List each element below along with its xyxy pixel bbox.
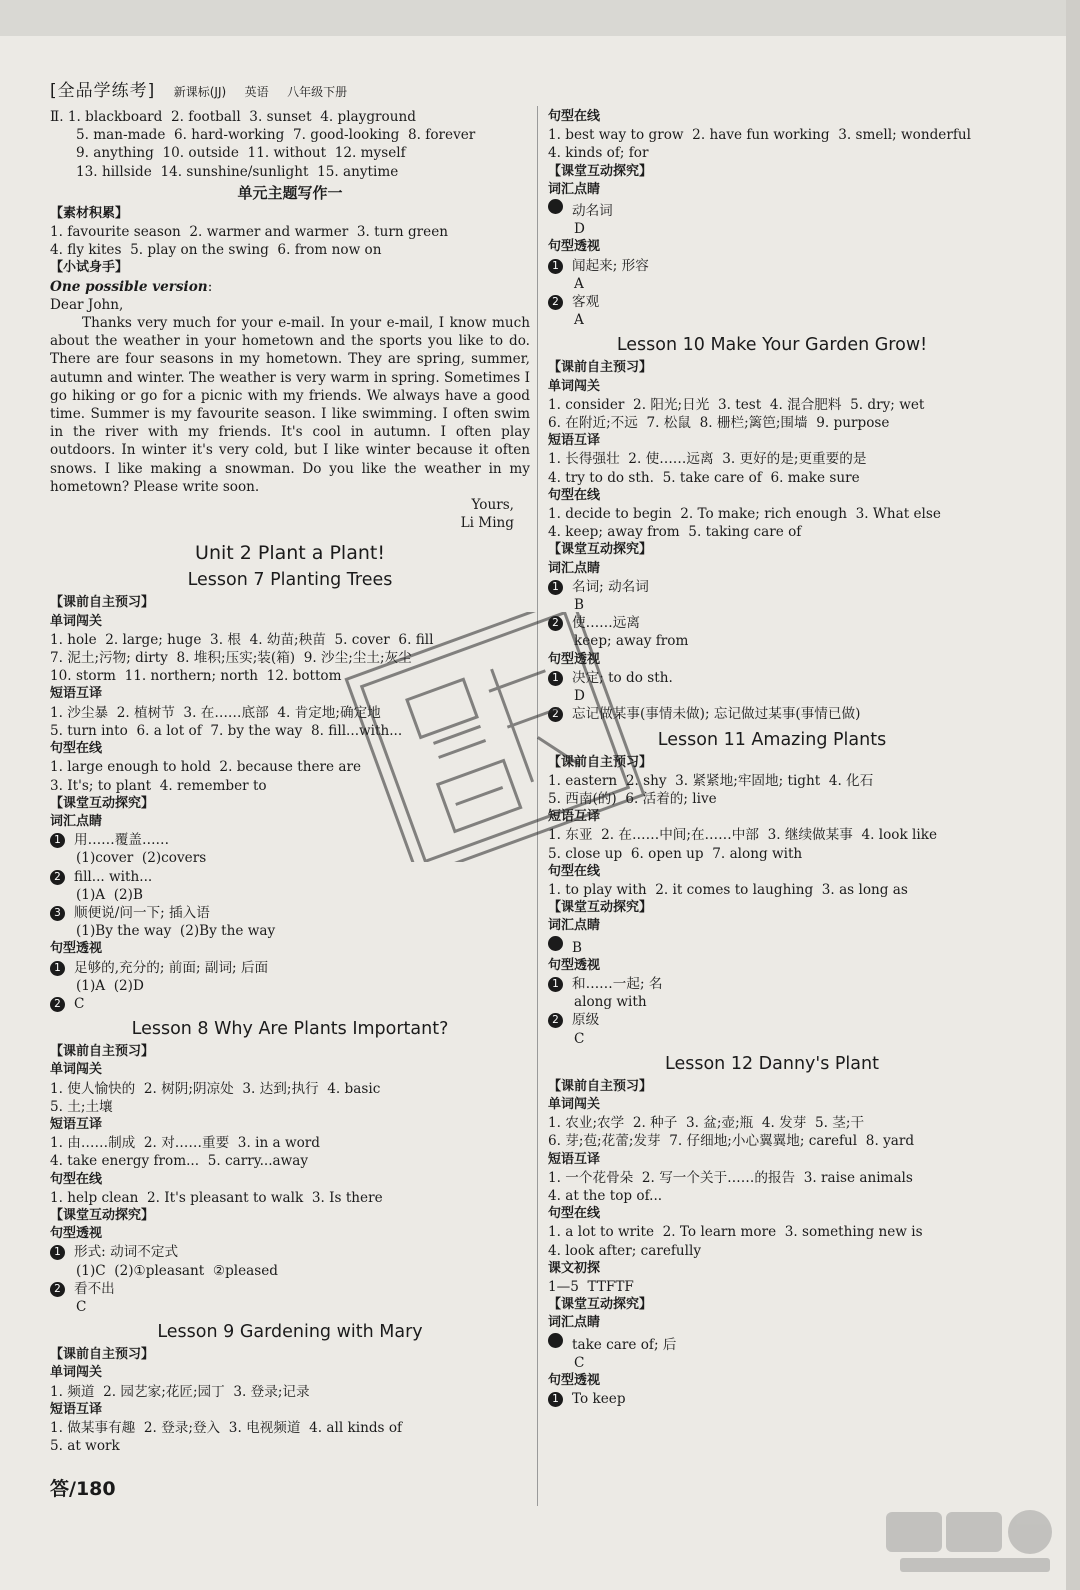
answer-line: 1. best way to grow 2. have fun working 3. smell; wonderful <box>548 127 971 144</box>
subhead: 单词闯关 <box>548 1096 601 1112</box>
subhead: 短语互译 <box>548 1151 601 1167</box>
numbered-item: 2 看不出 <box>50 1280 530 1298</box>
circled-number-2-icon: 2 <box>50 870 65 885</box>
answer-line: 1. 沙尘暴 2. 植树节 3. 在……底部 4. 肯定地;确定地 <box>50 704 381 721</box>
numbered-item: 1 To keep <box>548 1390 996 1408</box>
tag: 【课前自主预习】 <box>50 1044 155 1060</box>
circled-number-2-icon: 2 <box>548 295 563 310</box>
circled-number-2-icon: 2 <box>50 1282 65 1297</box>
tag: 【课堂互动探究】 <box>548 163 653 179</box>
answer-line: A <box>574 275 584 292</box>
left-column <box>50 108 530 1455</box>
subhead: 句型透视 <box>50 941 103 957</box>
numbered-item: 2 fill... with... <box>50 868 530 886</box>
answer-line: 4. kinds of; for <box>548 145 649 162</box>
lesson-title: Lesson 8 Why Are Plants Important? <box>131 1019 449 1040</box>
answer-line: 1. 一个花骨朵 2. 写一个关于……的报告 3. raise animals <box>548 1169 913 1186</box>
subhead: 句型透视 <box>548 651 601 667</box>
tag: 【课堂互动探究】 <box>548 1297 653 1313</box>
answer-line: (1)A (2)B <box>76 886 143 903</box>
letter-greeting: Dear John, <box>50 296 124 313</box>
subhead: 句型在线 <box>50 1171 103 1187</box>
answer-line: along with <box>574 994 647 1011</box>
site-logo-watermark <box>880 1508 1070 1578</box>
answer-line: 7. 泥土;污物; dirty 8. 堆积;压实;装(箱) 9. 沙尘;尘土;灰尘 <box>50 650 412 667</box>
answer-line: C <box>76 1298 87 1315</box>
numbered-item: 1 名词; 动名词 <box>548 578 996 596</box>
answer-line: Ⅱ. 1. blackboard 2. football 3. sunset 4. playground <box>50 109 416 125</box>
circled-number-1-icon: 1 <box>548 977 563 992</box>
filled-dot-icon <box>548 199 563 214</box>
tag: 【素材积累】 <box>50 205 129 221</box>
tag: 【课堂互动探究】 <box>50 1207 155 1223</box>
subhead: 词汇点睛 <box>548 918 601 934</box>
tag: 【课前自主预习】 <box>50 1347 155 1363</box>
subhead: 词汇点睛 <box>548 1315 601 1331</box>
answer-line: B <box>574 597 584 614</box>
answer-line: 1. hole 2. large; huge 3. 根 4. 幼苗;秧苗 5. cover 6. fill <box>50 631 434 648</box>
answer-line: 1. favourite season 2. warmer and warmer 3. turn green <box>50 224 449 241</box>
subhead: 词汇点睛 <box>548 181 601 197</box>
answer-line: 4. fly kites 5. play on the swing 6. from now on <box>50 242 382 259</box>
subhead: 单词闯关 <box>50 1365 103 1381</box>
answer-line: 5. 土;土壤 <box>50 1098 113 1115</box>
brand: [全品学练考] <box>50 81 156 101</box>
numbered-item: 1 形式: 动词不定式 <box>50 1243 530 1261</box>
answer-line: 1. help clean 2. It's pleasant to walk 3. Is there <box>50 1189 383 1206</box>
subhead: 句型透视 <box>548 239 601 255</box>
tag: 【课前自主预习】 <box>548 360 653 376</box>
answer-line: D <box>574 688 585 705</box>
answer-line: 1—5 TTFTF <box>548 1278 634 1295</box>
answer-line: 5. turn into 6. a lot of 7. by the way 8. fill...with... <box>50 722 403 739</box>
numbered-item: 2 客观 <box>548 293 996 311</box>
subhead: 课文初探 <box>548 1260 601 1276</box>
numbered-item: 2 忘记做某事(事情未做); 忘记做过某事(事情已做) <box>548 705 996 723</box>
answer-line: 6. 芽;苞;花蕾;发芽 7. 仔细地;小心翼翼地; careful 8. yard <box>548 1133 915 1150</box>
subhead: 短语互译 <box>50 1401 103 1417</box>
subject: 英语 <box>244 85 269 99</box>
letter-body: Thanks very much for your e-mail. In your e-mail, I know much about the weather in your hometown and the sports you like to do. There are four seasons in my hometown. They are spring, summer, autumn and winter. The weather is very warm in spring. Sometimes I go hiking or go for a picnic with my friends. We always have a good time. Summer is my favourite season. I like swimming. I often swim in the river with my friends. It's cool in autumn. I often play outdoors. In winter it's very cold, but I like winter because it often snows. I like making a snowman. Do you like the weather in my hometown? Please write soon. <box>50 315 530 495</box>
answer-line: (1)By the way (2)By the way <box>76 923 276 940</box>
tag: 【课前自主预习】 <box>50 595 155 611</box>
answer-line: 4. try to do sth. 5. take care of 6. make sure <box>548 469 860 486</box>
subhead: 短语互译 <box>548 809 601 825</box>
answer-line: 1. consider 2. 阳光;日光 3. test 4. 混合肥料 5. dry; wet <box>548 396 925 413</box>
circled-number-1-icon: 1 <box>50 961 65 976</box>
circled-number-1-icon: 1 <box>548 1392 563 1407</box>
version-label: One possible version: <box>50 278 213 295</box>
subhead: 句型透视 <box>50 1226 103 1242</box>
answer-line: 4. look after; carefully <box>548 1242 702 1259</box>
letter-signature: Li Ming <box>460 515 514 532</box>
answer-line: 5. at work <box>50 1438 120 1455</box>
subhead: 句型透视 <box>548 1373 601 1388</box>
page-number: 答/180 <box>50 1478 116 1500</box>
answer-line: 1. eastern 2. shy 3. 紧紧地;牢固地; tight 4. 化石 <box>548 772 874 789</box>
answer-line: C <box>574 1030 585 1047</box>
subhead: 单词闯关 <box>50 613 103 629</box>
filled-dot-icon <box>548 1333 563 1348</box>
tag: 【课堂互动探究】 <box>548 542 653 558</box>
subhead: 句型在线 <box>50 741 103 757</box>
subhead: 短语互译 <box>50 686 103 702</box>
subhead: 句型在线 <box>548 863 601 879</box>
numbered-item: 2 原级 <box>548 1011 996 1029</box>
lesson-title: Lesson 11 Amazing Plants <box>657 729 887 750</box>
answer-line: D <box>574 221 585 238</box>
lesson-title: Lesson 12 Danny's Plant <box>665 1053 879 1074</box>
answer-line: 4. take energy from... 5. carry...away <box>50 1153 309 1170</box>
column-divider <box>537 106 538 1506</box>
circled-number-2-icon: 2 <box>548 707 563 722</box>
numbered-item: 3 顺便说/问一下; 插入语 <box>50 904 530 922</box>
answer-line: C <box>574 1354 585 1371</box>
subhead: 短语互译 <box>50 1116 103 1132</box>
answer-line: 6. 在附近;不远 7. 松鼠 8. 栅栏;篱笆;围墙 9. purpose <box>548 415 890 432</box>
answer-line: 1. 使人愉快的 2. 树阴;阴凉处 3. 达到;执行 4. basic <box>50 1080 381 1097</box>
scan-right-edge <box>1066 0 1080 1590</box>
answer-line: 5. 西南(的) 6. 活着的; live <box>548 790 717 807</box>
subhead: 句型在线 <box>548 1206 601 1222</box>
scan-top-edge <box>0 0 1080 36</box>
unit-title: Unit 2 Plant a Plant! <box>195 542 385 565</box>
subhead: 短语互译 <box>548 433 601 449</box>
circled-number-1-icon: 1 <box>548 580 563 595</box>
answer-line: keep; away from <box>574 633 689 650</box>
answer-line: 1. 东亚 2. 在……中间;在……中部 3. 继续做某事 4. look like <box>548 827 938 844</box>
answer-line: (1)cover (2)covers <box>76 850 207 867</box>
subhead: 单词闯关 <box>548 378 601 394</box>
subhead: 单词闯关 <box>50 1062 103 1078</box>
section-title: 单元主题写作一 <box>237 183 343 202</box>
numbered-item: 2 使……远离 <box>548 614 996 632</box>
numbered-item: 1 闻起来; 形容 <box>548 257 996 275</box>
answer-line: 1. to play with 2. it comes to laughing 3. as long as <box>548 881 908 898</box>
answer-line: 4. at the top of... <box>548 1187 663 1204</box>
filled-dot-icon <box>548 936 563 951</box>
subhead: 词汇点睛 <box>548 560 601 576</box>
answer-line: 1. 长得强壮 2. 使……远离 3. 更好的是;更重要的是 <box>548 451 867 468</box>
subhead: 句型在线 <box>548 487 601 503</box>
circled-number-2-icon: 2 <box>548 1013 563 1028</box>
tag: 【课前自主预习】 <box>548 1078 653 1094</box>
right-column <box>548 108 996 1408</box>
answer-line: 1. large enough to hold 2. because there are <box>50 759 362 776</box>
answer-line: 9. anything 10. outside 11. without 12. myself <box>76 145 406 162</box>
answer-line: 1. 频道 2. 园艺家;花匠;园丁 3. 登录;记录 <box>50 1383 310 1400</box>
answer-line: A <box>574 312 584 329</box>
answer-line: 1. 由……制成 2. 对……重要 3. in a word <box>50 1135 320 1152</box>
lesson-title: Lesson 9 Gardening with Mary <box>157 1322 423 1343</box>
answer-line: 10. storm 11. northern; north 12. bottom <box>50 668 342 685</box>
bullet-item: B <box>548 936 996 957</box>
circled-number-1-icon: 1 <box>548 671 563 686</box>
tag: 【课前自主预习】 <box>548 754 653 770</box>
letter-closing: Yours, <box>471 497 514 514</box>
circled-number-1-icon: 1 <box>548 259 563 274</box>
answer-line: 1. decide to begin 2. To make; rich enough 3. What else <box>548 506 941 523</box>
answer-line: 4. keep; away from 5. taking care of <box>548 524 802 541</box>
edition: 新课标(JJ) <box>173 85 227 99</box>
lesson-title: Lesson 7 Planting Trees <box>187 570 393 591</box>
numbered-item: 2 C <box>50 995 530 1013</box>
tag: 【课堂互动探究】 <box>50 795 155 811</box>
numbered-item: 1 决定; to do sth. <box>548 669 996 687</box>
numbered-item: 1 用……覆盖…… <box>50 831 530 849</box>
answer-line: 1. 做某事有趣 2. 登录;登入 3. 电视频道 4. all kinds of <box>50 1420 403 1436</box>
circled-number-2-icon: 2 <box>548 616 563 631</box>
page-header <box>50 76 347 101</box>
answer-line: (1)A (2)D <box>76 977 144 994</box>
tag: 【课堂互动探究】 <box>548 900 653 916</box>
subhead: 句型透视 <box>548 957 601 973</box>
answer-line: 5. man-made 6. hard-working 7. good-looking 8. forever <box>76 127 476 144</box>
numbered-item: 1 足够的,充分的; 前面; 副词; 后面 <box>50 959 530 977</box>
answer-line: 3. It's; to plant 4. remember to <box>50 777 267 794</box>
numbered-item: 1 和……一起; 名 <box>548 975 996 993</box>
answer-line: 1. a lot to write 2. To learn more 3. something new is <box>548 1224 923 1241</box>
subhead: 句型在线 <box>548 109 601 124</box>
bullet-item: 动名词 <box>548 199 996 220</box>
answer-line: 1. 农业;农学 2. 种子 3. 盆;壶;瓶 4. 发芽 5. 茎;干 <box>548 1115 865 1132</box>
grade: 八年级下册 <box>287 85 348 99</box>
answer-line: 13. hillside 14. sunshine/sunlight 15. anytime <box>76 163 399 180</box>
circled-number-2-icon: 2 <box>50 997 65 1012</box>
bullet-item: take care of; 后 <box>548 1333 996 1354</box>
lesson-title: Lesson 10 Make Your Garden Grow! <box>616 335 928 356</box>
subhead: 词汇点睛 <box>50 813 103 829</box>
answer-line: 5. close up 6. open up 7. along with <box>548 845 803 862</box>
circled-number-3-icon: 3 <box>50 906 65 921</box>
tag: 【小试身手】 <box>50 260 129 276</box>
circled-number-1-icon: 1 <box>50 1245 65 1260</box>
circled-number-1-icon: 1 <box>50 833 65 848</box>
answer-line: (1)C (2)①pleasant ②pleased <box>76 1262 278 1279</box>
